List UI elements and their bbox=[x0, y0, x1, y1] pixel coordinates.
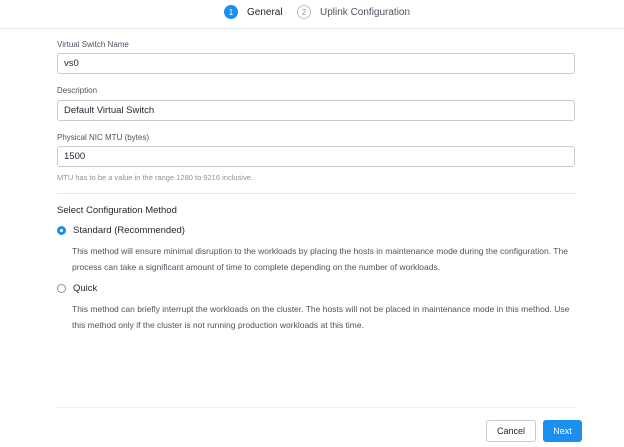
radio-standard[interactable] bbox=[57, 225, 185, 236]
standard-description: This method will ensure minimal disruption to the workloads by placing the hosts in maintenance mode during the configuration. The process can take a significant amount of time to complete depending on the number of workloads. bbox=[72, 246, 568, 272]
quick-description: This method can briefly interrupt the workloads on the cluster. The hosts will not be placed in maintenance mode in this method. Use this method only if the cluster is not running production workloads at this time. bbox=[72, 304, 570, 330]
step-label-general: General bbox=[247, 6, 283, 18]
config-method-title: Select Configuration Method bbox=[57, 205, 177, 216]
radio-quick-label[interactable]: Quick bbox=[73, 283, 98, 294]
footer-divider bbox=[57, 407, 577, 408]
step-label-uplink-configuration: Uplink Configuration bbox=[320, 6, 411, 18]
radio-quick-unselected-icon[interactable] bbox=[57, 284, 66, 293]
next-button[interactable]: Next bbox=[543, 420, 582, 442]
mtu-label: Physical NIC MTU (bytes) bbox=[57, 133, 150, 142]
section-divider bbox=[57, 193, 577, 194]
mtu-helper-text: MTU has to be a value in the range 1280 to 9216 inclusive. bbox=[57, 173, 253, 182]
radio-quick[interactable] bbox=[57, 283, 97, 294]
description-input[interactable] bbox=[57, 100, 575, 121]
radio-standard-selected-icon[interactable] bbox=[57, 226, 66, 235]
cancel-button[interactable]: Cancel bbox=[486, 420, 536, 442]
switch-name-input[interactable] bbox=[57, 53, 575, 74]
step-number-2: 2 bbox=[297, 5, 311, 19]
switch-name-label: Virtual Switch Name bbox=[57, 40, 129, 49]
step-general[interactable] bbox=[224, 4, 283, 20]
description-label: Description bbox=[57, 86, 98, 95]
radio-standard-label[interactable]: Standard (Recommended) bbox=[73, 225, 185, 236]
mtu-input[interactable] bbox=[57, 146, 575, 167]
wizard-stepper bbox=[0, 0, 624, 29]
step-uplink-configuration[interactable] bbox=[297, 4, 410, 20]
step-number-1: 1 bbox=[224, 5, 238, 19]
